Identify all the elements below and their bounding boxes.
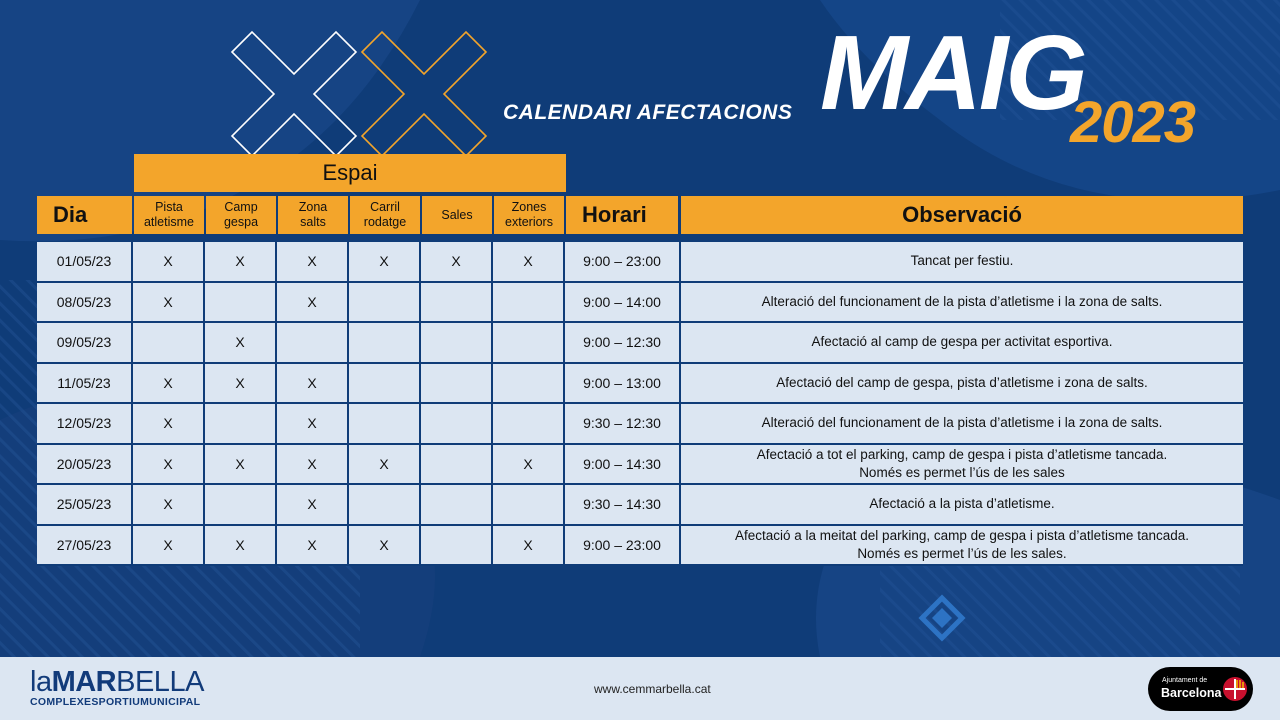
cell-observation: Afectació a tot el parking, camp de gespa i pista d’atletisme tancada. Només es permet l’ús de les sales [681,445,1243,486]
cell-mark: X [205,323,277,364]
header-observacio: Observació [681,196,1243,234]
cell-mark [421,404,493,445]
barcelona-shield-icon [1222,674,1248,704]
cell-mark [493,323,565,364]
cell-mark [205,485,277,526]
month-title: MAIG [820,14,1085,132]
cell-mark: X [493,242,565,283]
ajuntament-barcelona-logo: Ajuntament de Barcelona [1148,667,1253,711]
cell-day: 08/05/23 [37,283,133,324]
cell-mark [421,364,493,405]
cell-mark: X [133,364,205,405]
cell-mark: X [277,404,349,445]
table-row [37,323,1243,364]
cell-mark [133,323,205,364]
title-block [0,0,1280,160]
table-row [37,364,1243,405]
cell-mark [421,323,493,364]
cell-mark [349,323,421,364]
table-row [37,404,1243,445]
cell-mark: X [277,242,349,283]
cell-day: 27/05/23 [37,526,133,567]
cell-mark [493,283,565,324]
lamarbella-logo: laMARBELLA COMPLEXESPORTIUMUNICIPAL [30,666,204,708]
header-space-camp-gespa: Camp gespa [206,196,276,234]
header-space-zones-exteriors: Zones exteriors [494,196,564,234]
cell-mark: X [133,445,205,486]
cell-time: 9:00 – 23:00 [565,242,681,283]
cell-mark: X [205,364,277,405]
cell-observation: Afectació a la pista d’atletisme. [681,485,1243,526]
header-horari: Horari [566,196,678,234]
cell-mark: X [349,526,421,567]
cell-mark: X [277,485,349,526]
table-row [37,526,1243,567]
cell-time: 9:00 – 23:00 [565,526,681,567]
cell-mark [493,364,565,405]
cell-mark [205,283,277,324]
cell-mark: X [133,242,205,283]
cell-time: 9:00 – 14:30 [565,445,681,486]
cell-mark: X [349,242,421,283]
cell-mark: X [277,283,349,324]
cell-mark: X [421,242,493,283]
cell-time: 9:30 – 14:30 [565,485,681,526]
cell-mark: X [277,445,349,486]
cell-mark [421,485,493,526]
calendar-subtitle: CALENDARI AFECTACIONS [503,101,793,124]
cell-mark: X [493,445,565,486]
cell-observation: Afectació del camp de gespa, pista d’atletisme i zona de salts. [681,364,1243,405]
header-space-carril-rodatge: Carril rodatge [350,196,420,234]
cell-mark: X [205,242,277,283]
space-group-header: Espai [134,154,566,192]
cell-time: 9:00 – 13:00 [565,364,681,405]
cell-time: 9:00 – 14:00 [565,283,681,324]
website-link[interactable]: www.cemmarbella.cat [594,682,711,696]
cell-mark [349,364,421,405]
cell-mark [421,526,493,567]
table-row [37,283,1243,324]
cell-mark [349,283,421,324]
cell-mark [421,445,493,486]
cell-mark: X [133,485,205,526]
year-title: 2023 [1070,90,1196,155]
table-row [37,445,1243,486]
cell-mark [493,404,565,445]
cell-mark [421,283,493,324]
cell-time: 9:30 – 12:30 [565,404,681,445]
cell-day: 20/05/23 [37,445,133,486]
table-row [37,485,1243,526]
footer [0,657,1280,720]
header-space-sales: Sales [422,196,492,234]
cell-day: 09/05/23 [37,323,133,364]
cell-mark: X [205,526,277,567]
header-space-pista-atletisme: Pista atletisme [134,196,204,234]
cell-mark: X [205,445,277,486]
cell-observation: Tancat per festiu. [681,242,1243,283]
cell-mark: X [493,526,565,567]
table-body [37,242,1243,566]
table-row [37,242,1243,283]
cell-day: 25/05/23 [37,485,133,526]
cell-mark [205,404,277,445]
cell-day: 11/05/23 [37,364,133,405]
header-space-zona-salts: Zona salts [278,196,348,234]
cell-observation: Afectació al camp de gespa per activitat esportiva. [681,323,1243,364]
cell-observation: Alteració del funcionament de la pista d’atletisme i la zona de salts. [681,283,1243,324]
cell-day: 12/05/23 [37,404,133,445]
cell-mark [493,485,565,526]
cell-mark: X [277,364,349,405]
cell-mark: X [133,283,205,324]
cell-observation: Alteració del funcionament de la pista d’atletisme i la zona de salts. [681,404,1243,445]
cell-mark: X [277,526,349,567]
header-day: Dia [37,196,132,234]
cell-mark [349,485,421,526]
cell-day: 01/05/23 [37,242,133,283]
cell-time: 9:00 – 12:30 [565,323,681,364]
cell-mark [277,323,349,364]
cell-mark: X [133,526,205,567]
cell-mark [349,404,421,445]
cell-mark: X [133,404,205,445]
cell-observation: Afectació a la meitat del parking, camp de gespa i pista d’atletisme tancada. Només es permet l’ús de les sales. [681,526,1243,567]
cell-mark: X [349,445,421,486]
